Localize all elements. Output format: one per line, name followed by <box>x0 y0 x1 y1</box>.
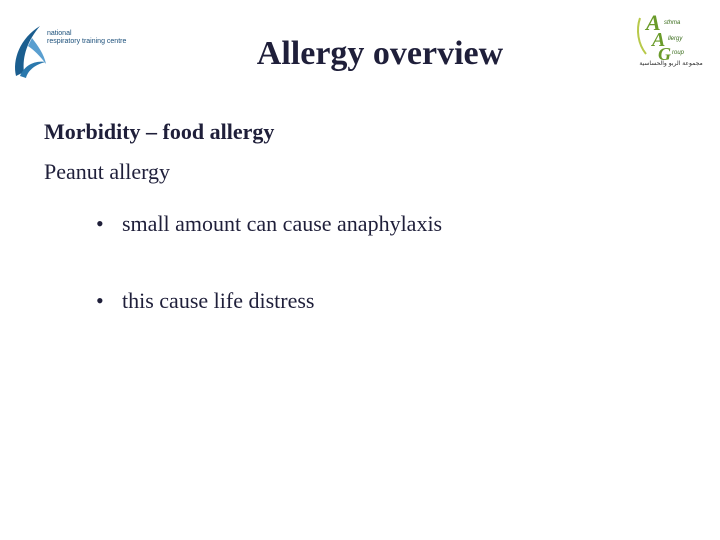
bullet-item <box>96 287 442 315</box>
page-title: Allergy overview <box>256 35 504 72</box>
section-heading: Morbidity – food allergy <box>44 119 275 144</box>
bullet-list <box>96 210 442 364</box>
aag-letter-1: A <box>646 10 661 35</box>
bullet-text: this cause life distress <box>122 288 315 313</box>
nrtc-logo-line2: respiratory training centre <box>47 38 127 45</box>
nrtc-logo-text <box>47 30 126 46</box>
section-subheading: Peanut allergy <box>44 159 171 184</box>
aag-word-2: llergy <box>668 36 683 42</box>
aag-word-3: roup <box>672 50 685 56</box>
bullet-text: small amount can cause anaphylaxis <box>122 211 443 236</box>
aag-logo <box>630 10 710 74</box>
nrtc-logo <box>10 20 160 84</box>
aag-letters-icon <box>630 10 710 60</box>
bullet-icon: • <box>96 288 104 313</box>
bullet-icon: • <box>96 211 104 236</box>
aag-word-1: sthma <box>664 20 681 26</box>
nrtc-logo-line1: national <box>47 30 72 37</box>
bullet-item <box>96 210 442 238</box>
aag-letter-3: G <box>658 44 671 60</box>
nrtc-swoosh-icon <box>10 20 50 80</box>
aag-letter-2: A <box>652 29 666 51</box>
aag-arabic-text: مجموعة الربو والحساسية <box>639 60 703 67</box>
